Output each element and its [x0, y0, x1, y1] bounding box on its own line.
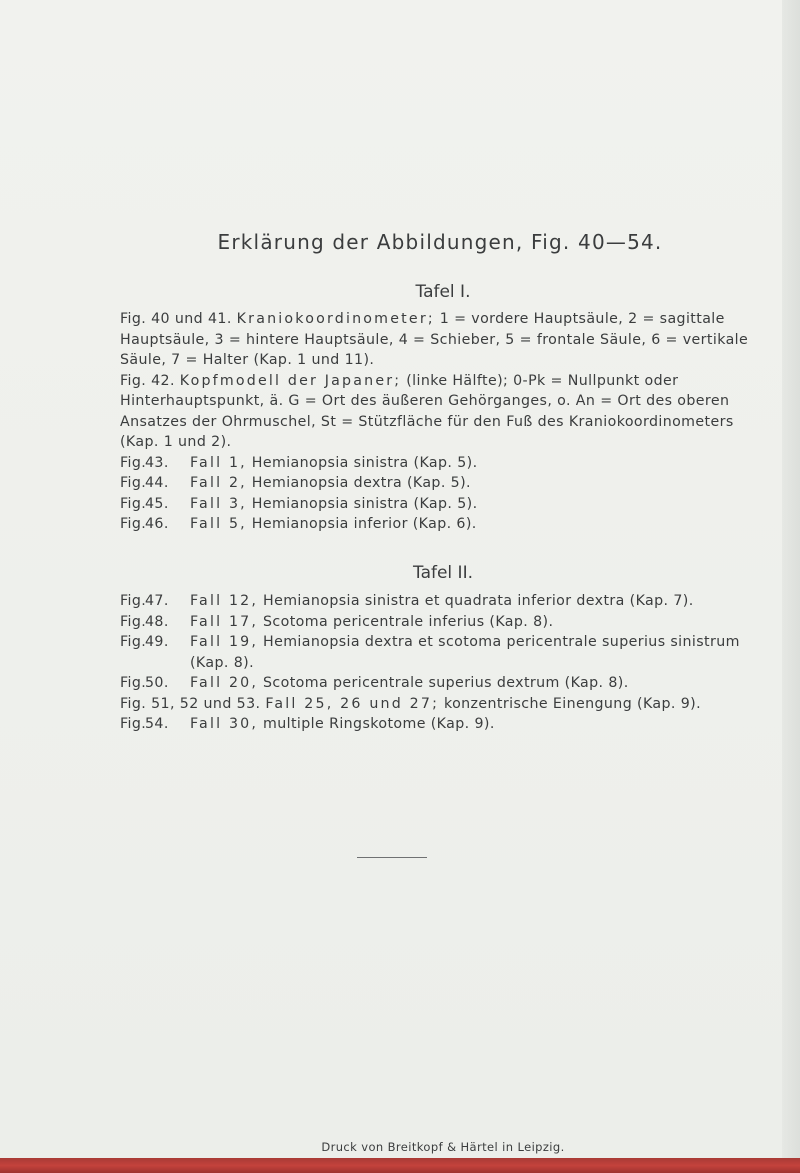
- figure-description: Hemianopsia sinistra et quadrata inferior dextra (Kap. 7).: [258, 593, 694, 609]
- figure-list-tafel-1: [120, 309, 770, 535]
- figure-prefix: Fig.: [120, 372, 147, 389]
- binding-edge-strip: [0, 1158, 800, 1173]
- figure-description: Scotoma pericentrale superius dextrum (Kap. 8).: [258, 675, 629, 691]
- figure-term: Fall 3,: [190, 495, 247, 512]
- figure-description: Hemianopsia dextra et scotoma pericentrale superius sinistrum (Kap. 8).: [190, 634, 740, 671]
- figure-entry: [120, 591, 770, 612]
- figure-term: Fall 20,: [190, 675, 259, 691]
- figure-number: 50.: [145, 675, 169, 691]
- figure-entry: [120, 309, 770, 371]
- figure-list-tafel-2: [120, 591, 770, 735]
- figure-description: Hemianopsia dextra (Kap. 5).: [246, 475, 471, 491]
- figure-entry: [120, 612, 770, 633]
- figure-term: Fall 17,: [190, 613, 259, 630]
- figure-description: Hemianopsia inferior (Kap. 6).: [246, 516, 477, 532]
- figure-description: Hemianopsia sinistra (Kap. 5).: [246, 454, 478, 471]
- figure-term: Fall 5,: [190, 516, 247, 532]
- figure-description: (linke Hälfte); 0-Pk = Nullpunkt oder Hinterhauptspunkt, ä. G = Ort des äußeren Gehörganges, o. An = Ort des oberen Ansatzes der Ohrmuschel, St = Stützfläche für den Fuß des Kraniokoordinometers (Kap. 1 und 2).: [120, 372, 734, 450]
- figure-term: Fall 30,: [190, 716, 259, 732]
- figure-prefix: Fig.: [120, 495, 147, 512]
- figure-entry: [120, 473, 770, 494]
- figure-entry: [120, 494, 770, 515]
- figure-number: 43.: [145, 454, 169, 471]
- figure-number: 54.: [145, 716, 169, 732]
- figure-entry: [120, 673, 770, 694]
- figure-prefix: Fig.: [120, 516, 147, 532]
- figure-entry: [120, 453, 770, 474]
- figure-number: 46.: [145, 516, 169, 532]
- figure-term: Kraniokoordinometer;: [236, 311, 435, 327]
- figure-term: Fall 19,: [190, 634, 259, 650]
- figure-prefix: Fig.: [120, 454, 147, 471]
- figure-number: 40 und 41.: [151, 311, 232, 327]
- figure-entry: [120, 514, 770, 535]
- divider-rule: [357, 857, 427, 858]
- figure-prefix: Fig.: [120, 695, 147, 712]
- figure-description: 1 = vordere Hauptsäule, 2 = sagittale Hauptsäule, 3 = hintere Hauptsäule, 4 = Schieber, 5 = frontale Säule, 6 = vertikale Säule, 7 = Halter (Kap. 1 und 11).: [120, 311, 749, 368]
- figure-number: 48.: [145, 613, 169, 630]
- figure-term: Fall 1,: [190, 454, 247, 471]
- figure-number: 44.: [145, 475, 169, 491]
- figure-entry: [120, 632, 770, 673]
- figure-entry: [120, 714, 770, 735]
- figure-prefix: Fig.: [120, 475, 147, 491]
- figure-term: Fall 25, 26 und 27;: [265, 695, 440, 712]
- figure-entry: [120, 694, 770, 715]
- figure-prefix: Fig.: [120, 634, 147, 650]
- section-heading-tafel-2: Tafel II.: [413, 563, 473, 583]
- figure-number: 49.: [145, 634, 169, 650]
- figure-term: Fall 2,: [190, 475, 247, 491]
- figure-prefix: Fig.: [120, 593, 147, 609]
- figure-entry: [120, 371, 770, 453]
- figure-term: Kopfmodell der Japaner;: [179, 372, 402, 389]
- figure-description: konzentrische Einengung (Kap. 9).: [439, 695, 701, 712]
- figure-number: 42.: [151, 372, 175, 389]
- figure-number: 51, 52 und 53.: [151, 695, 261, 712]
- figure-description: Scotoma pericentrale inferius (Kap. 8).: [258, 613, 554, 630]
- figure-prefix: Fig.: [120, 716, 147, 732]
- figure-prefix: Fig.: [120, 675, 147, 691]
- figure-description: multiple Ringskotome (Kap. 9).: [258, 716, 495, 732]
- figure-number: 45.: [145, 495, 169, 512]
- page-title: Erklärung der Abbildungen, Fig. 40—54.: [217, 230, 663, 254]
- section-heading-tafel-1: Tafel I.: [415, 282, 471, 302]
- figure-description: Hemianopsia sinistra (Kap. 5).: [246, 495, 478, 512]
- figure-number: 47.: [145, 593, 169, 609]
- figure-prefix: Fig.: [120, 613, 147, 630]
- printer-imprint: Druck von Breitkopf & Härtel in Leipzig.: [321, 1140, 565, 1154]
- figure-term: Fall 12,: [190, 593, 259, 609]
- figure-prefix: Fig.: [120, 311, 147, 327]
